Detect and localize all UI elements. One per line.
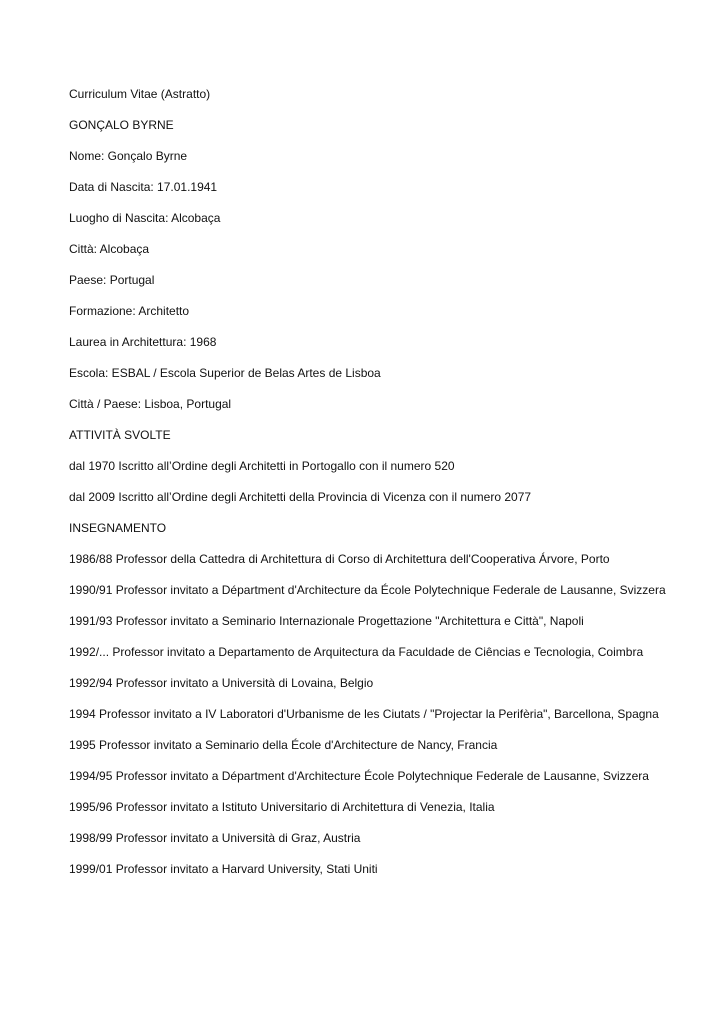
teaching-item: 1999/01 Professor invitato a Harvard University, Stati Uniti	[69, 862, 378, 876]
teaching-item: 1995/96 Professor invitato a Istituto Universitario di Architettura di Venezia, Italia	[69, 800, 495, 814]
name-heading: GONÇALO BYRNE	[69, 118, 174, 132]
teaching-item: 1992/94 Professor invitato a Università di Lovaina, Belgio	[69, 676, 374, 690]
teaching-item: 1986/88 Professor della Cattedra di Architettura di Corso di Architettura dell'Cooperativa Árvore, Porto	[69, 552, 610, 566]
personal-country: Paese: Portugal	[69, 273, 155, 287]
personal-city: Città: Alcobaça	[69, 242, 150, 256]
personal-school: Escola: ESBAL / Escola Superior de Belas Artes de Lisboa	[69, 366, 381, 380]
teaching-heading: INSEGNAMENTO	[69, 521, 167, 535]
teaching-item: 1998/99 Professor invitato a Università di Graz, Austria	[69, 831, 361, 845]
activity-item: dal 1970 Iscritto all’Ordine degli Architetti in Portogallo con il numero 520	[69, 459, 455, 473]
teaching-item: 1994 Professor invitato a IV Laboratori d'Urbanisme de les Ciutats / "Projectar la Perifèria", Barcellona, Spagna	[69, 707, 659, 721]
personal-degree: Laurea in Architettura: 1968	[69, 335, 217, 349]
activity-item: dal 2009 Iscritto all’Ordine degli Architetti della Provincia di Vicenza con il numero 2077	[69, 490, 532, 504]
personal-birth-place: Luogho di Nascita: Alcobaça	[69, 211, 221, 225]
document-title: Curriculum Vitae (Astratto)	[69, 87, 211, 101]
teaching-item: 1994/95 Professor invitato a Départment d'Architecture École Polytechnique Federale de Lausanne, Svizzera	[69, 769, 649, 783]
teaching-item: 1991/93 Professor invitato a Seminario Internazionale Progettazione "Architettura e Città", Napoli	[69, 614, 584, 628]
teaching-item: 1992/... Professor invitato a Departamento de Arquitectura da Faculdade de Ciências e Tecnologia, Coimbra	[69, 645, 644, 659]
teaching-item: 1990/91 Professor invitato a Départment d'Architecture da École Polytechnique Federale de Lausanne, Svizzera	[69, 583, 666, 597]
activities-heading: ATTIVITÀ SVOLTE	[69, 428, 171, 442]
document-page	[69, 85, 669, 891]
personal-birth-date: Data di Nascita: 17.01.1941	[69, 180, 218, 194]
teaching-item: 1995 Professor invitato a Seminario della École d'Architecture de Nancy, Francia	[69, 738, 498, 752]
personal-education: Formazione: Architetto	[69, 304, 190, 318]
personal-city-country: Città / Paese: Lisboa, Portugal	[69, 397, 232, 411]
personal-name: Nome: Gonçalo Byrne	[69, 149, 188, 163]
